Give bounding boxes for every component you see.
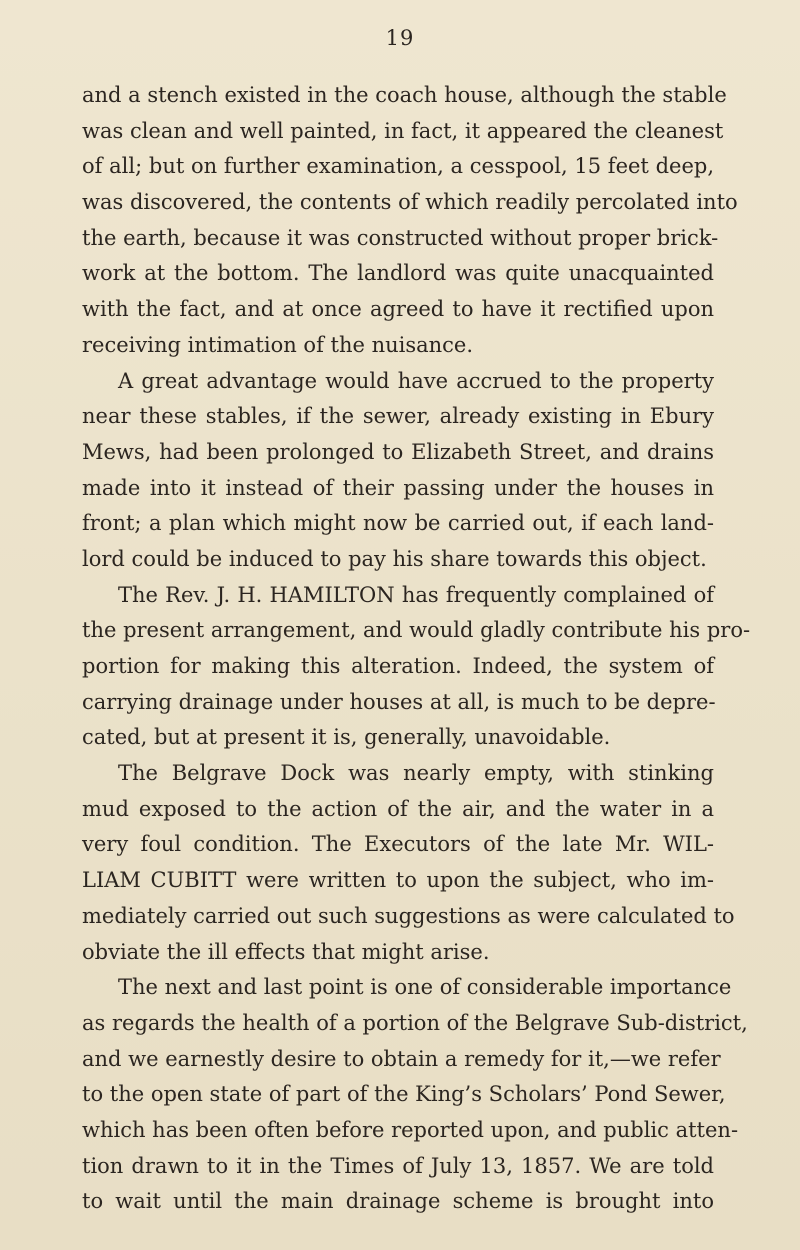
text-line: A great advantage would have accrued to the property	[118, 368, 714, 393]
text-line: mediately carried out such suggestions as were calculated to	[82, 903, 735, 928]
text-line: work at the bottom. The landlord was quite unacquainted	[82, 261, 714, 286]
text-line: of all; but on further examination, a cesspool, 15 feet deep,	[82, 154, 714, 179]
text-line: The next and last point is one of considerable importance	[118, 975, 732, 1000]
text-line: lord could be induced to pay his share towards this object.	[82, 546, 707, 571]
text-line: was clean and well painted, in fact, it appeared the cleanest	[82, 118, 724, 143]
text-line: The Rev. J. H. HAMILTON has frequently complained of	[118, 582, 714, 607]
text-line: the present arrangement, and would gladly contribute his pro-	[82, 618, 751, 643]
text-line: portion for making this alteration. Indeed, the system of	[82, 654, 714, 678]
text-line: front; a plan which might now be carried out, if each land-	[82, 511, 714, 536]
text-line: mud exposed to the action of the air, and the water in a	[82, 796, 714, 821]
text-line: to the open state of part of the King’s Scholars’ Pond Sewer,	[82, 1082, 726, 1107]
body-text	[82, 78, 751, 1220]
text-line: which has been often before reported upon, and public atten-	[82, 1117, 739, 1142]
text-line: receiving intimation of the nuisance.	[82, 332, 474, 357]
text-line: The Belgrave Dock was nearly empty, with stinking	[118, 761, 714, 786]
text-line: obviate the ill effects that might arise.	[82, 939, 490, 964]
text-line: to wait until the main drainage scheme is brought into	[82, 1189, 714, 1214]
text-line: and we earnestly desire to obtain a remedy for it,—we refer	[82, 1046, 721, 1071]
text-line: made into it instead of their passing under the houses in	[82, 475, 714, 500]
text-line: carrying drainage under houses at all, is much to be depre-	[82, 689, 716, 714]
text-line: LIAM CUBITT were written to upon the subject, who im-	[82, 868, 714, 893]
text-line: cated, but at present it is, generally, unavoidable.	[82, 725, 611, 750]
text-line: was discovered, the contents of which readily percolated into	[82, 190, 738, 215]
text-line: tion drawn to it in the Times of July 13, 1857. We are told	[82, 1153, 714, 1178]
text-line: very foul condition. The Executors of the late Mr. WIL-	[82, 832, 714, 857]
text-line: near these stables, if the sewer, already existing in Ebury	[82, 404, 714, 429]
text-line: and a stench existed in the coach house, although the stable	[82, 83, 727, 107]
text-line: Mews, had been prolonged to Elizabeth Street, and drains	[82, 439, 714, 464]
page-number: 19	[385, 26, 415, 50]
text-line: with the fact, and at once agreed to have it rectified upon	[82, 297, 714, 322]
text-line: the earth, because it was constructed without proper brick-	[82, 225, 719, 250]
text-line: as regards the health of a portion of the Belgrave Sub-district,	[82, 1010, 748, 1035]
